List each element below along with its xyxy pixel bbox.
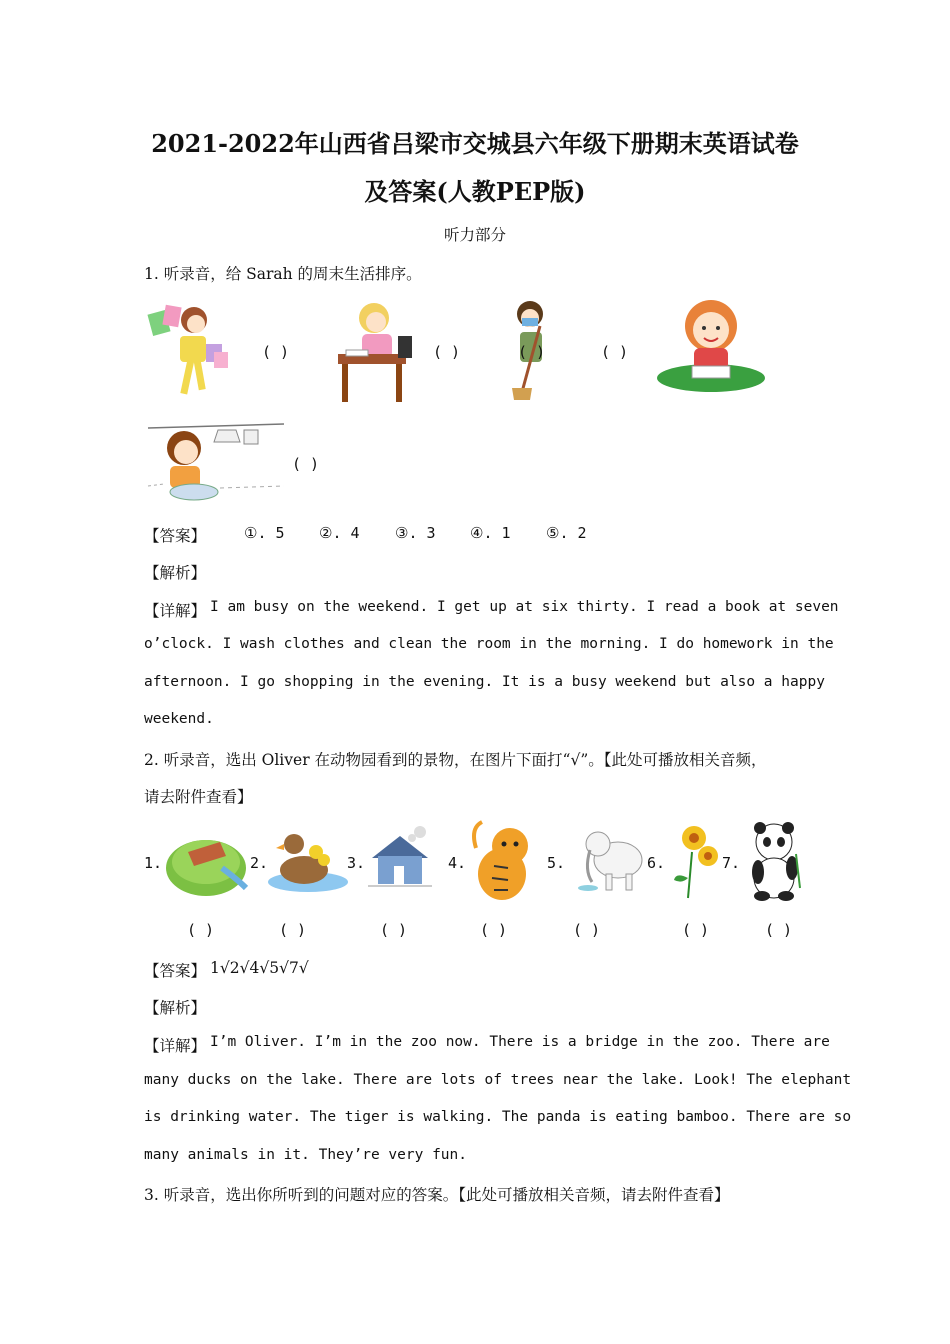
q2-detail-line: many ducks on the lake. There are lots of trees near the lake. Look! The elephant xyxy=(144,1072,852,1088)
q2-analysis-label: 【解析】 xyxy=(144,999,207,1017)
q2-detail-line: is drinking water. The tiger is walking. The panda is eating bamboo. There are so xyxy=(144,1109,852,1125)
homework-girl-picture xyxy=(336,296,418,406)
q1-analysis-label: 【解析】 xyxy=(144,564,207,582)
ducks-picture xyxy=(266,824,350,894)
q3-prompt: 3. 听录音，选出你所听到的问题对应的答案。【此处可播放相关音频，请去附件查看】 xyxy=(144,1186,730,1204)
q2-item-number: 3. xyxy=(347,854,366,872)
q1-answer-blank-3: ( ) xyxy=(518,343,546,361)
shopping-girl-picture xyxy=(144,298,236,406)
q1-detail-line: I am busy on the weekend. I get up at six thirty. I read a book at seven xyxy=(210,599,839,615)
panda-picture xyxy=(744,818,808,902)
house-picture xyxy=(364,824,436,894)
q1-answer-blank-5: ( ) xyxy=(292,455,320,473)
q1-detail-line: afternoon. I go shopping in the evening. It is a busy weekend but also a happy xyxy=(144,674,825,690)
flower-picture xyxy=(668,822,724,900)
section-heading: 听力部分 xyxy=(443,226,506,244)
q1-answer-blank-2: ( ) xyxy=(433,343,461,361)
document-title-line-2: 及答案(人教PEP版) xyxy=(364,177,586,206)
q1-detail-label: 【详解】 xyxy=(144,602,207,620)
q1-answer-item: ①. 5 xyxy=(244,524,285,542)
q2-prompt-line-1: 2. 听录音，选出 Oliver 在动物园看到的景物，在图片下面打“√”。【此处可播放相关音频， xyxy=(144,751,767,769)
q2-item-number: 4. xyxy=(448,854,467,872)
q1-prompt: 1. 听录音，给 Sarah 的周末生活排序。 xyxy=(144,265,422,283)
q1-answer-item: ⑤. 2 xyxy=(546,524,587,542)
q2-item-number: 7. xyxy=(722,854,741,872)
washing-clothes-girl-picture xyxy=(144,418,288,508)
reading-girl-picture xyxy=(656,296,766,396)
q2-prompt-line-2: 请去附件查看】 xyxy=(144,788,253,806)
q2-answer-blank: ( ) xyxy=(279,921,307,939)
q2-detail-line: many animals in it. They’re very fun. xyxy=(144,1147,468,1163)
q2-answer-text: 1√2√4√5√7√ xyxy=(210,959,309,977)
q1-answer-blank-4: ( ) xyxy=(601,343,629,361)
q2-answer-blank: ( ) xyxy=(682,921,710,939)
q2-detail-line: I’m Oliver. I’m in the zoo now. There is a bridge in the zoo. There are xyxy=(210,1034,830,1050)
q2-item-number: 2. xyxy=(250,854,269,872)
q1-answer-label: 【答案】 xyxy=(144,527,207,545)
q2-answer-blank: ( ) xyxy=(480,921,508,939)
elephant-picture xyxy=(574,822,648,896)
q2-item-number: 6. xyxy=(647,854,666,872)
q2-answer-blank: ( ) xyxy=(380,921,408,939)
q1-answer-item: ③. 3 xyxy=(395,524,436,542)
q2-answer-blank: ( ) xyxy=(573,921,601,939)
q2-answer-label: 【答案】 xyxy=(144,962,207,980)
q1-answer-blank-1: ( ) xyxy=(262,343,290,361)
q2-answer-blank: ( ) xyxy=(187,921,215,939)
q1-detail-line: weekend. xyxy=(144,711,214,727)
q2-item-number: 1. xyxy=(144,854,163,872)
q1-answer-item: ④. 1 xyxy=(470,524,511,542)
document-title-line-1: 2021-2022年山西省吕梁市交城县六年级下册期末英语试卷 xyxy=(151,129,799,158)
q2-detail-label: 【详解】 xyxy=(144,1037,207,1055)
bridge-picture xyxy=(164,828,250,898)
tiger-picture xyxy=(468,818,540,906)
q1-detail-line: o’clock. I wash clothes and clean the room in the morning. I do homework in the xyxy=(144,636,834,652)
q2-answer-blank: ( ) xyxy=(765,921,793,939)
q1-answer-item: ②. 4 xyxy=(319,524,360,542)
q2-item-number: 5. xyxy=(547,854,566,872)
